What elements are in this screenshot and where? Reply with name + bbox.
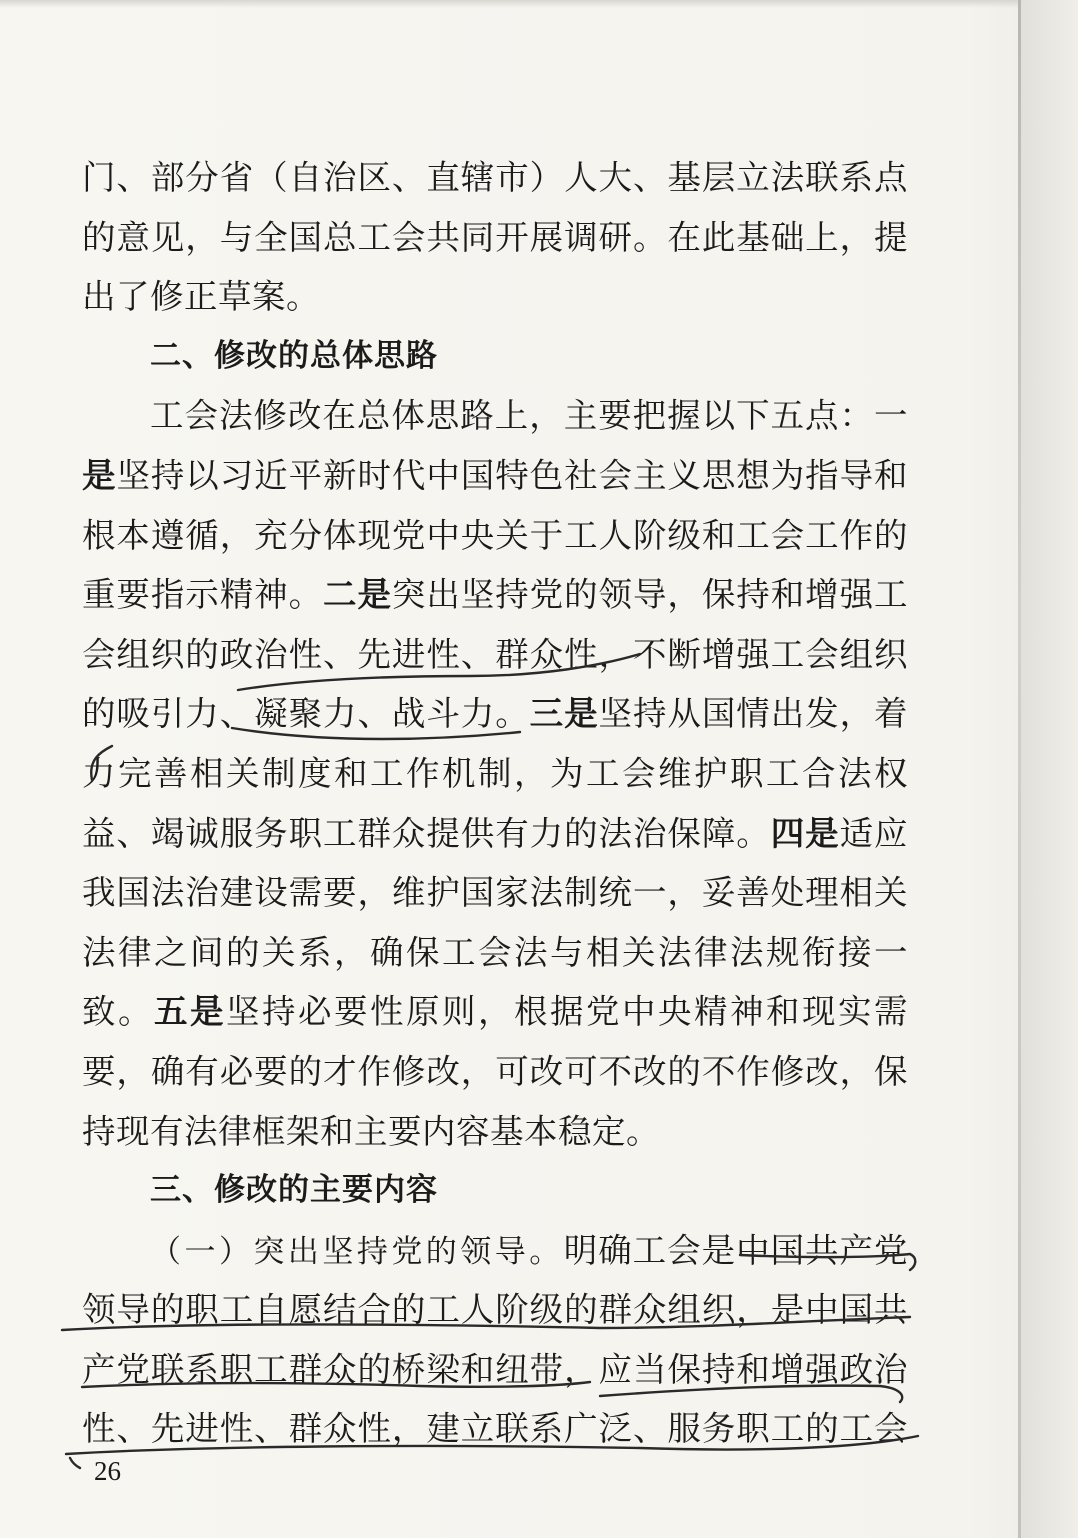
text-line: 门、部分省（自治区、直辖市）人大、基层立法联系点 xyxy=(82,158,908,197)
text-line: 出了修正草案。 xyxy=(82,277,320,317)
text-span: 坚持从国情出发，着 xyxy=(598,694,909,734)
text-span: 坚持必要性原则，根据党中央精神和现实需 xyxy=(226,992,908,1032)
text-line: 性、先进性、群众性，建立联系广泛、服务职工的工会 xyxy=(82,1409,908,1449)
text-line xyxy=(82,982,908,1042)
underline-stroke xyxy=(70,1458,80,1468)
text-line: 会组织的政治性、先进性、群众性，不断增强工会组织 xyxy=(82,634,908,674)
text-line: 持现有法律框架和主要内容基本稳定。 xyxy=(82,1111,660,1151)
text-line xyxy=(82,684,908,744)
text-span: 的吸引力、凝聚力、战斗力。 xyxy=(82,694,530,734)
body-text xyxy=(82,148,908,1459)
text-line: 的意见，与全国总工会共同开展调研。在此基础上，提 xyxy=(82,217,908,257)
text-line: 根本遵循，充分体现党中央关于工人阶级和工会工作的 xyxy=(82,515,908,555)
text-line: 我国法治建设需要，维护国家法制统一，妥善处理相关 xyxy=(82,873,908,913)
text-line xyxy=(82,804,908,864)
section-heading: 三、修改的主要内容 xyxy=(150,1172,438,1209)
text-span: 重要指示精神。 xyxy=(82,575,324,615)
text-line: 产党联系职工群众的桥梁和纽带，应当保持和增强政治 xyxy=(82,1349,908,1389)
text-line: 工会法修改在总体思路上，主要把握以下五点：一 xyxy=(150,396,908,436)
text-span: 致。 xyxy=(82,992,154,1032)
subsection-title: （一）突出坚持党的领导。 xyxy=(150,1233,564,1270)
text-line xyxy=(82,446,908,506)
text-span: 适应 xyxy=(839,813,909,853)
text-line xyxy=(82,565,908,625)
section-heading: 二、修改的总体思路 xyxy=(150,337,438,374)
text-line xyxy=(82,1221,908,1281)
text-line: 要，确有必要的才作修改，可改可不改的不作修改，保 xyxy=(82,1051,908,1091)
text-line: 法律之间的关系，确保工会法与相关法律法规衔接一 xyxy=(82,932,908,972)
page-number: 26 xyxy=(94,1456,121,1486)
bold-marker: 三是 xyxy=(529,694,599,734)
text-line: 领导的职工自愿结合的工人阶级的群众组织，是中国共 xyxy=(82,1290,908,1330)
page-gutter-shade xyxy=(1021,0,1078,1538)
text-span: 明确工会是中国共产党 xyxy=(563,1230,909,1270)
text-span: 益、竭诚服务职工群众提供有力的法治保障。 xyxy=(82,813,771,853)
bold-marker: 五是 xyxy=(154,992,226,1032)
bold-marker: 是 xyxy=(82,455,117,495)
text-line: 力完善相关制度和工作机制，为工会维护职工合法权 xyxy=(82,753,908,793)
text-span: 坚持以习近平新时代中国特色社会主义思想为指导和 xyxy=(116,455,909,495)
text-span: 突出坚持党的领导，保持和增强工 xyxy=(391,575,909,615)
scan-edge xyxy=(0,0,1078,8)
bold-marker: 四是 xyxy=(770,813,840,853)
bold-marker: 二是 xyxy=(323,575,392,615)
